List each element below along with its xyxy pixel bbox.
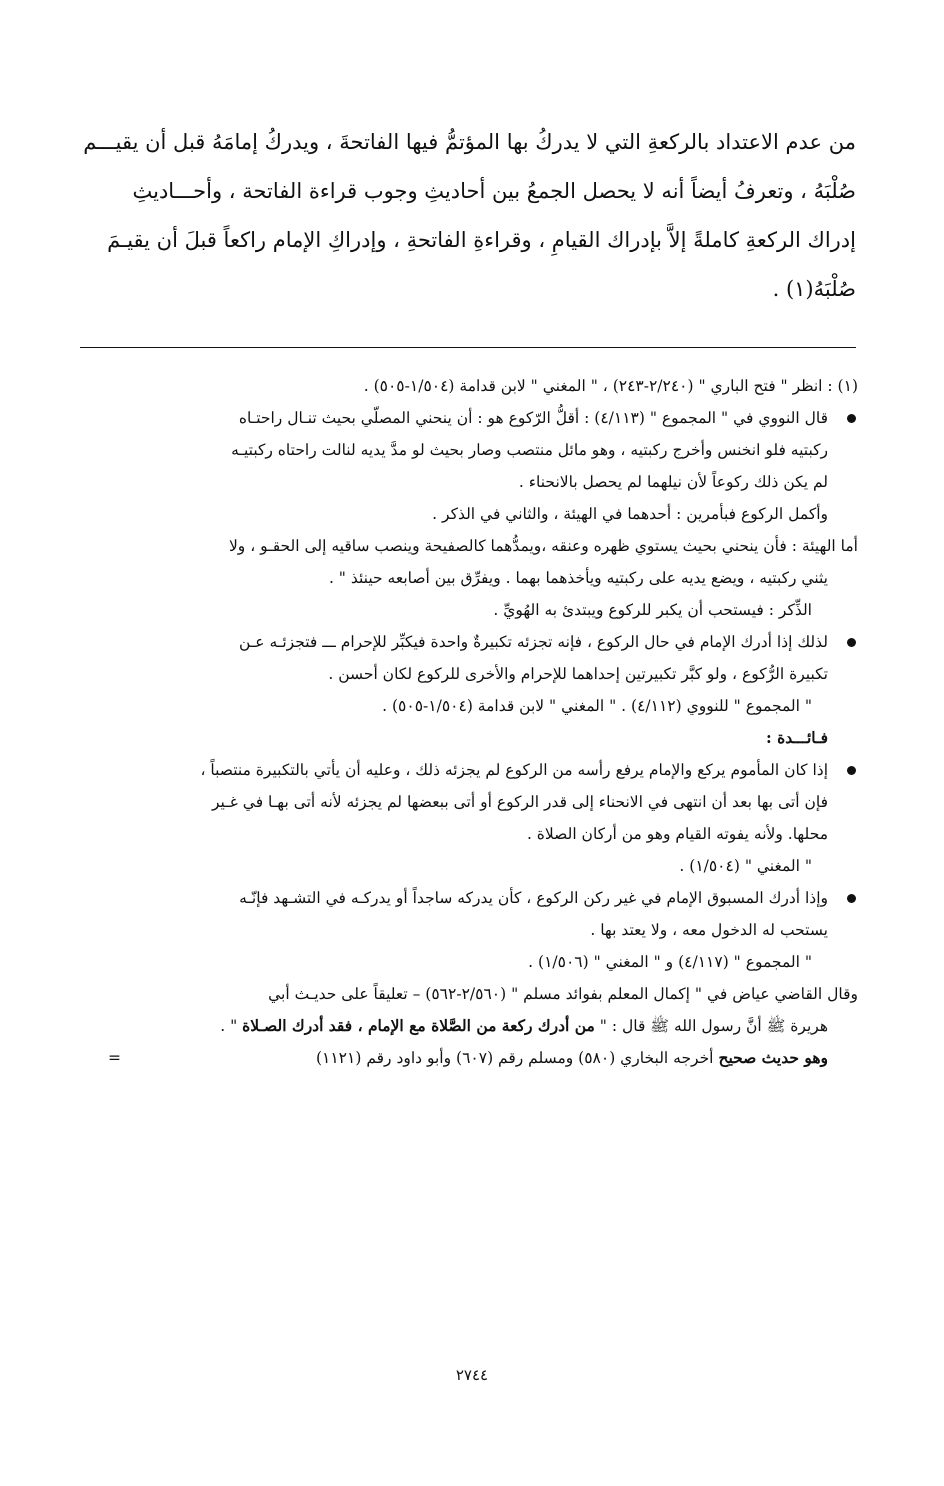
main-line-4: صُلْبَهُ(١) .: [772, 277, 856, 301]
main-text: [80, 118, 856, 314]
note-text: وإذا أدرك المسبوق الإمام في غير ركن الركوع ، كأن يدركه ساجداً أو يدركـه في التشـهد فإنّـه: [239, 889, 828, 907]
main-line-1: من عدم الاعتداد بالركعةِ التي لا يدركُ بها المؤتمُّ فيها الفاتحةَ ، ويدركُ إمامَهُ قبل أن يقيـــم: [83, 130, 856, 154]
main-line-2: صُلْبَهُ ، وتعرفُ أيضاً أنه لا يحصل الجمعُ بين أحاديثِ وجوب قراءة الفاتحة ، وأحـــاديثِ: [132, 179, 856, 203]
bullet-1-line-5: أما الهيئة : فأن ينحني بحيث يستوي ظهره وعنقه ،ويمدُّهما كالصفيحة وينصب ساقيه إلى الحقـو ، ولا: [228, 537, 858, 555]
bullet-2-line-2: تكبيرة الرُّكوع ، ولو كبَّر تكبيرتين إحداهما للإحرام والأخرى للركوع لكان أحسن .: [328, 665, 828, 683]
note-text: إذا كان المأموم يركع والإمام يرفع رأسه من الركوع لم يجزئه ذلك ، وعليه أن يأتي بالتكبيرة منتصباً ،: [200, 761, 828, 779]
main-line-3: إدراك الركعةِ كاملةً إلاَّ بإدراك القيامِ ، وقراءةِ الفاتحةِ ، وإدراكِ الإمام راكعاً قبلَ أن يقيـمَ: [107, 228, 856, 252]
bullet-4-line-3: " المجموع " (٤/١١٧) و " المغني " (١/٥٠٦) .: [528, 953, 812, 971]
bullet-3-line-3: محلها. ولأنه يفوته القيام وهو من أركان الصلاة .: [526, 825, 828, 843]
hadith-grade: وهو حديث صحيح: [718, 1048, 828, 1067]
quote-line-3: [80, 1042, 858, 1074]
footnote-1: (١) : انظر " فتح الباري " (٢/٢٤٠-٢٤٣) ، " المغني " لابن قدامة (١/٥٠٤-٥٠٥) .: [363, 377, 858, 395]
bullet-2-line-3: " المجموع " للنووي (٤/١١٢) . " المغني " لابن قدامة (١/٥٠٤-٥٠٥) .: [382, 697, 812, 715]
hadith-sources: أخرجه البخاري (٥٨٠) ومسلم رقم (٦٠٧) وأبو داود رقم (١١٢١): [315, 1049, 714, 1067]
bullet-icon: [847, 414, 856, 423]
bullet-icon: [847, 766, 856, 775]
bullet-1-line-7: الذِّكر : فيستحب أن يكبر للركوع ويبتدئ به الهُويِّ .: [493, 601, 812, 619]
faida-heading: فـائـــدة :: [766, 728, 828, 747]
quote-text: هريرة ﷺ أنَّ رسول الله ﷺ قال : ": [599, 1017, 828, 1035]
continuation-mark: =: [108, 1049, 121, 1067]
quote-line-2: [80, 1010, 858, 1042]
bullet-1-line-6: يثني ركبتيه ، ويضع يديه على ركبتيه ويأخذهما بهما . ويفرِّق بين أصابعه حينئذ " .: [328, 569, 828, 587]
quote-close: " .: [220, 1017, 238, 1035]
hadith-text: من أدرك ركعة من الصَّلاة مع الإمام ، فقد أدرك الصـلاة: [242, 1016, 595, 1035]
quote-line-1: وقال القاضي عياض في " إكمال المعلم بفوائد مسلم " (٢/٥٦٠-٥٦٢) – تعليقاً على حديـث أبي: [268, 985, 858, 1003]
bullet-1-line-2: ركبتيه فلو انخنس وأخرج ركبتيه ، وهو مائل منتصب وصار بحيث لو مدَّ يديه لنالت راحتاه ركبتيـه: [231, 441, 828, 459]
bullet-icon: [847, 894, 856, 903]
bullet-1-line-3: لم يكن ذلك ركوعاً لأن نيلهما لم يحصل بالانحناء .: [518, 473, 828, 491]
note-text: قال النووي في " المجموع " (٤/١١٣) : أقلُّ الرّكوع هو : أن ينحني المصلّي بحيث تنـال راحتـاه: [238, 409, 828, 427]
note-text: لذلك إذا أدرك الإمام في حال الركوع ، فإنه تجزئه تكبيرةٌ واحدة فيكبِّر للإحرام ـــ فتجزئـه عـن: [238, 633, 828, 651]
bullet-3-line-1: [80, 754, 858, 786]
bullet-3-line-2: فإن أتى بها بعد أن انتهى في الانحناء إلى قدر الركوع أو أتى ببعضها لم يجزئه لأنه أتى بهـا في غـير: [211, 793, 828, 811]
page-number: ٢٧٤٤: [455, 1366, 489, 1384]
bullet-3-line-4: " المغني " (١/٥٠٤) .: [679, 857, 812, 875]
bullet-1-line-4: وأكمل الركوع فبأمرين : أحدهما في الهيئة ، والثاني في الذكر .: [432, 505, 828, 523]
bullet-1-line-1: [80, 402, 858, 434]
bullet-4-line-1: [80, 882, 858, 914]
footnotes: [80, 370, 858, 1074]
bullet-4-line-2: يستحب له الدخول معه ، ولا يعتد بها .: [590, 921, 828, 939]
footnote-separator: [80, 347, 856, 348]
bullet-2-line-1: [80, 626, 858, 658]
bullet-icon: [847, 638, 856, 647]
